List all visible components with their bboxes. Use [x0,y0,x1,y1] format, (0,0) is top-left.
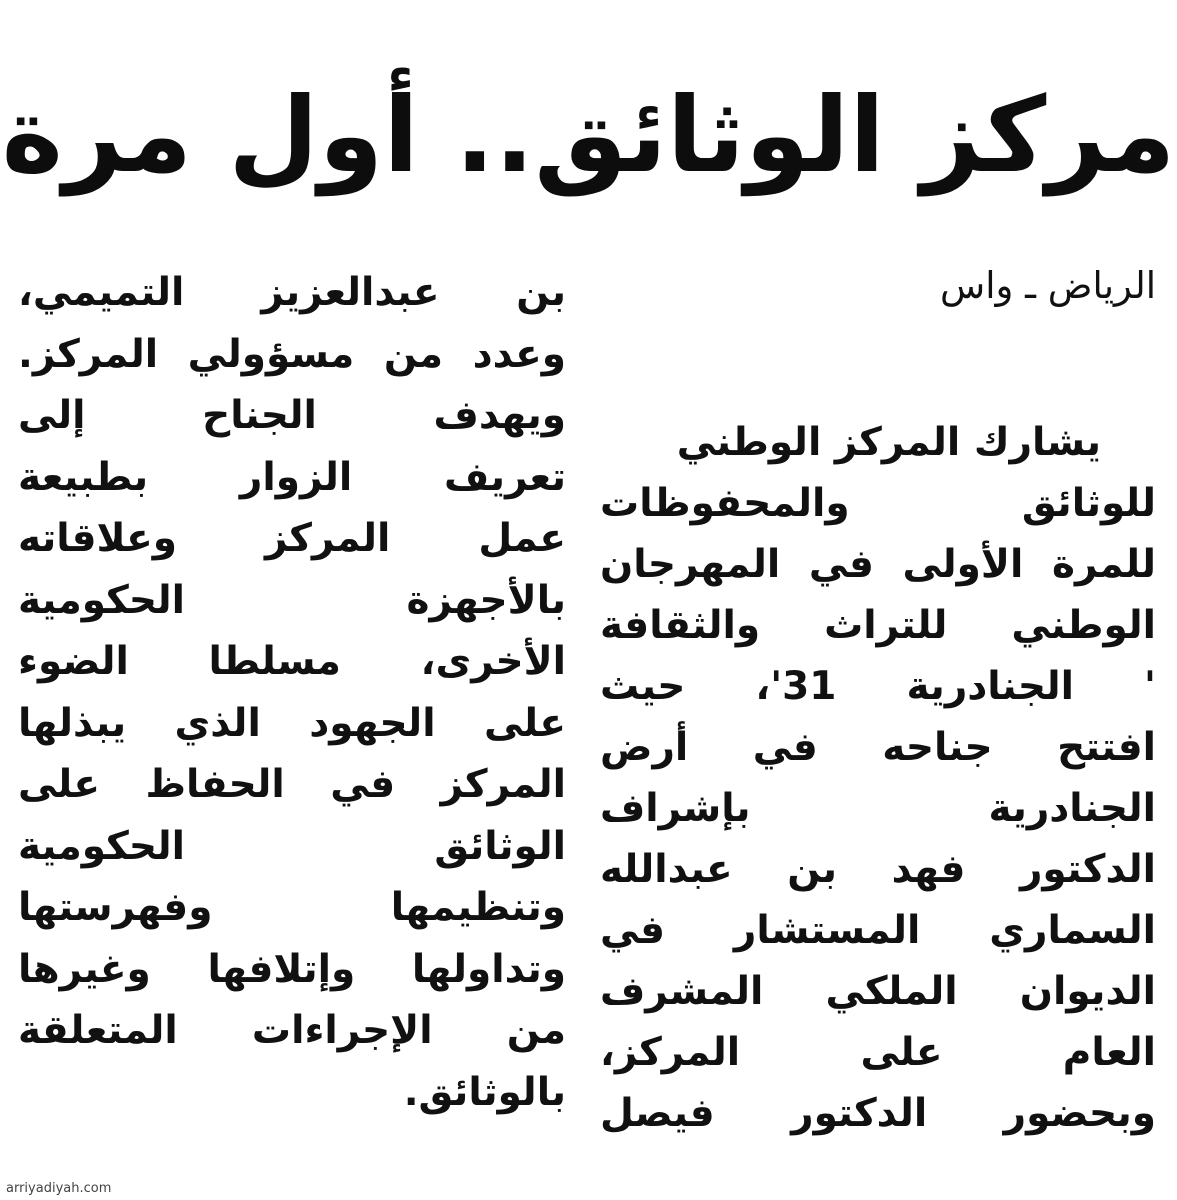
article-line: وتداولها وإتلافها وغيرها [18,946,566,992]
article-line: المركز في الحفاظ على [18,762,566,807]
article-line: وعدد من مسؤولي المركز. [18,331,566,377]
article-line: بالوثائق. [403,1069,566,1115]
source-watermark: arriyadiyah.com [6,1181,112,1196]
article-line: الأخرى، مسلطا الضوء [18,639,566,684]
article-headline: مركز الوثائق.. أول مرة [1,74,1176,196]
article-column-right [600,252,1156,1144]
article-line: وبحضور الدكتور فيصل [600,1091,1156,1136]
article-dateline: الرياض ـ واس [940,264,1156,307]
article-line: الجنادرية بإشراف [600,786,1156,831]
article-line: تعريف الزوار بطبيعة [18,454,566,500]
article-line: وتنظيمها وفهرستها [18,885,566,930]
article-line: افتتح جناحه في أرض [600,725,1156,770]
article-line: الدكتور فهد بن عبدالله [600,847,1156,892]
article-line: للمرة الأولى في المهرجان [600,542,1156,587]
article-line: من الإجراءات المتعلقة [18,1008,566,1053]
article-line: ويهدف الجناح إلى [18,393,566,438]
article-line: بن عبدالعزيز التميمي، [18,270,566,315]
article-line: الوطني للتراث والثقافة [600,603,1156,648]
article-line: الوثائق الحكومية [18,823,566,869]
article-line: ' الجنادرية 31'، حيث [600,664,1156,709]
article-line: بالأجهزة الحكومية [18,577,566,623]
article-line: عمل المركز وعلاقاته [18,516,566,561]
article-line: للوثائق والمحفوظات [600,481,1156,526]
article-line: الديوان الملكي المشرف [600,969,1156,1014]
article-line: يشارك المركز الوطني [676,420,1101,465]
article-column-left [18,262,566,1123]
article-line: السماري المستشار في [600,908,1156,953]
article-line: على الجهود الذي يبذلها [18,700,566,746]
article-line: العام على المركز، [600,1030,1156,1075]
